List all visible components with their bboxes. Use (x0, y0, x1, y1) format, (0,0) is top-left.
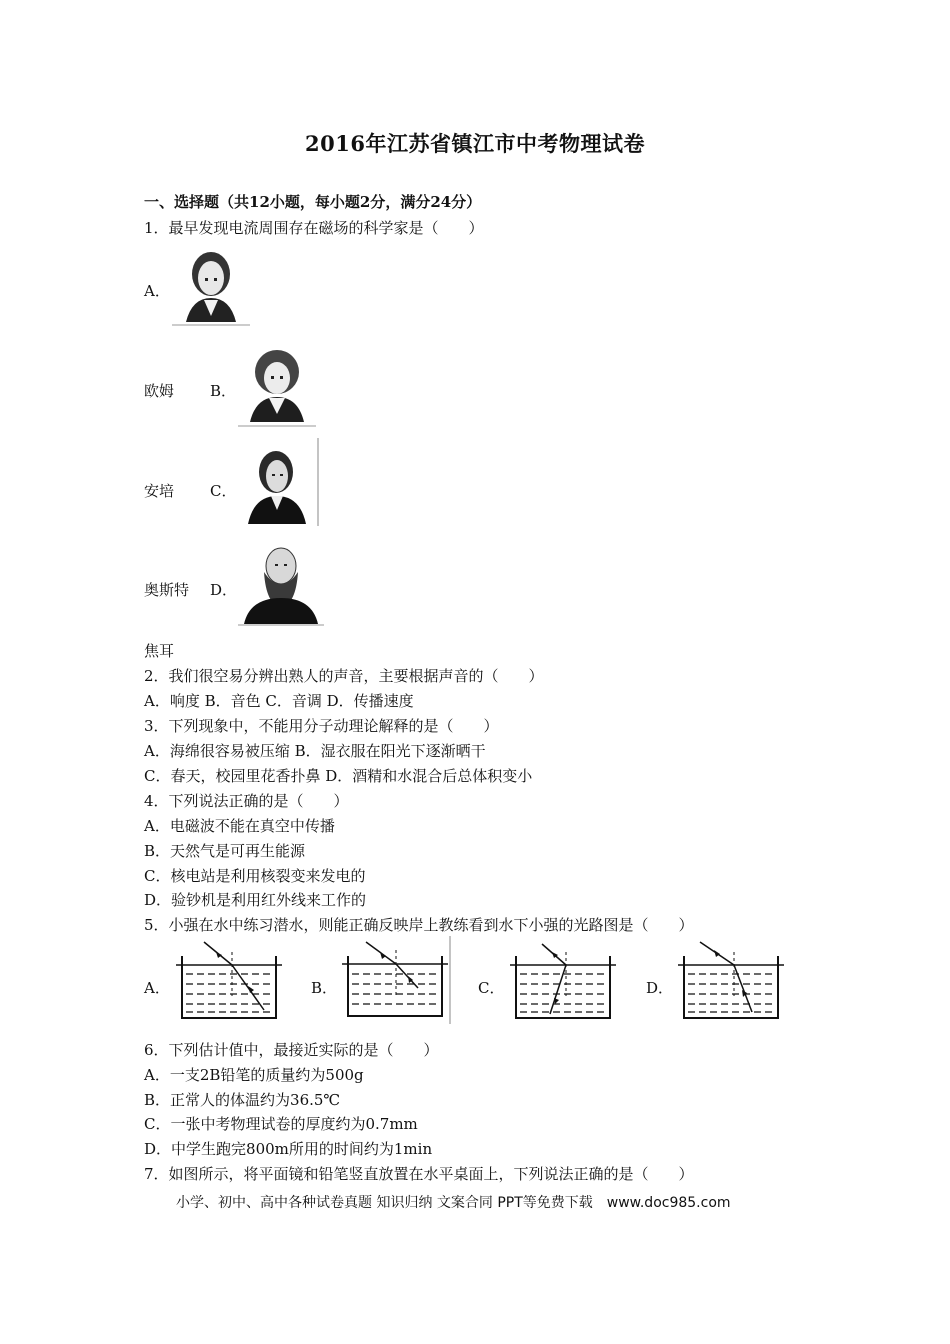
question-6-option-b: B．正常人的体温约为36.5℃ (144, 1091, 341, 1109)
question-6-option-d: D．中学生跑完800m所用的时间约为1min (144, 1140, 433, 1158)
light-path-diagram-d-icon (674, 938, 788, 1024)
q5-option-b-label: B． (311, 979, 338, 997)
question-4-option-c: C．核电站是利用核裂变来发电的 (144, 867, 366, 885)
portrait-oersted-icon (240, 438, 320, 528)
page-title: 2016年江苏省镇江市中考物理试卷 (305, 131, 645, 156)
q5-option-c-label: C． (478, 979, 505, 997)
q1-option-c-prefix: 安培 (144, 482, 175, 500)
light-path-diagram-b-icon (338, 936, 452, 1024)
question-1-stem: 1．最早发现电流周围存在磁场的科学家是（ ） (144, 219, 484, 237)
q1-option-b-prefix: 欧姆 (144, 382, 175, 400)
question-4-option-b: B．天然气是可再生能源 (144, 842, 306, 860)
question-6-option-c: C．一张中考物理试卷的厚度约为0.7mm (144, 1115, 418, 1133)
question-6-stem: 6．下列估计值中，最接近实际的是（ ） (144, 1041, 439, 1059)
question-2-options: A．响度 B．音色 C．音调 D．传播速度 (144, 692, 414, 710)
section-heading: 一、选择题（共12小题，每小题2分，满分24分） (144, 193, 482, 211)
question-4-option-a: A．电磁波不能在真空中传播 (144, 817, 335, 835)
light-path-diagram-c-icon (506, 940, 618, 1024)
question-2-stem: 2．我们很空易分辨出熟人的声音，主要根据声音的（ ） (144, 667, 544, 685)
question-4-option-d: D．验钞机是利用红外线来工作的 (144, 891, 367, 909)
q1-option-b-label: B． (210, 382, 237, 400)
q1-option-c-label: C． (210, 482, 237, 500)
q1-option-d-suffix: 焦耳 (144, 642, 175, 660)
question-3-options-line1: A．海绵很容易被压缩 B．湿衣服在阳光下逐渐晒干 (144, 742, 486, 760)
portrait-joule-icon (238, 538, 324, 628)
q5-option-d-label: D． (646, 979, 674, 997)
q1-option-a-label: A． (144, 282, 170, 300)
question-3-options-line2: C．春天，校园里花香扑鼻 D．酒精和水混合后总体积变小 (144, 767, 533, 785)
portrait-ohm-icon (172, 242, 250, 328)
question-4-stem: 4．下列说法正确的是（ ） (144, 792, 349, 810)
question-7-stem: 7．如图所示，将平面镜和铅笔竖直放置在水平桌面上，下列说法正确的是（ ） (144, 1165, 694, 1183)
question-6-option-a: A．一支2B铅笔的质量约为500g (144, 1066, 364, 1084)
q1-option-d-label: D． (210, 581, 238, 599)
page-footer: 小学、初中、高中各种试卷真题 知识归纳 文案合同 PPT等免费下载 www.doc985.com (176, 1195, 731, 1211)
q5-option-a-label: A． (144, 979, 170, 997)
q1-option-d-prefix: 奥斯特 (144, 581, 190, 599)
question-3-stem: 3．下列现象中，不能用分子动理论解释的是（ ） (144, 717, 499, 735)
question-5-stem: 5．小强在水中练习潜水，则能正确反映岸上教练看到水下小强的光路图是（ ） (144, 916, 694, 934)
light-path-diagram-a-icon (172, 940, 286, 1024)
portrait-ampere-icon (238, 342, 316, 428)
